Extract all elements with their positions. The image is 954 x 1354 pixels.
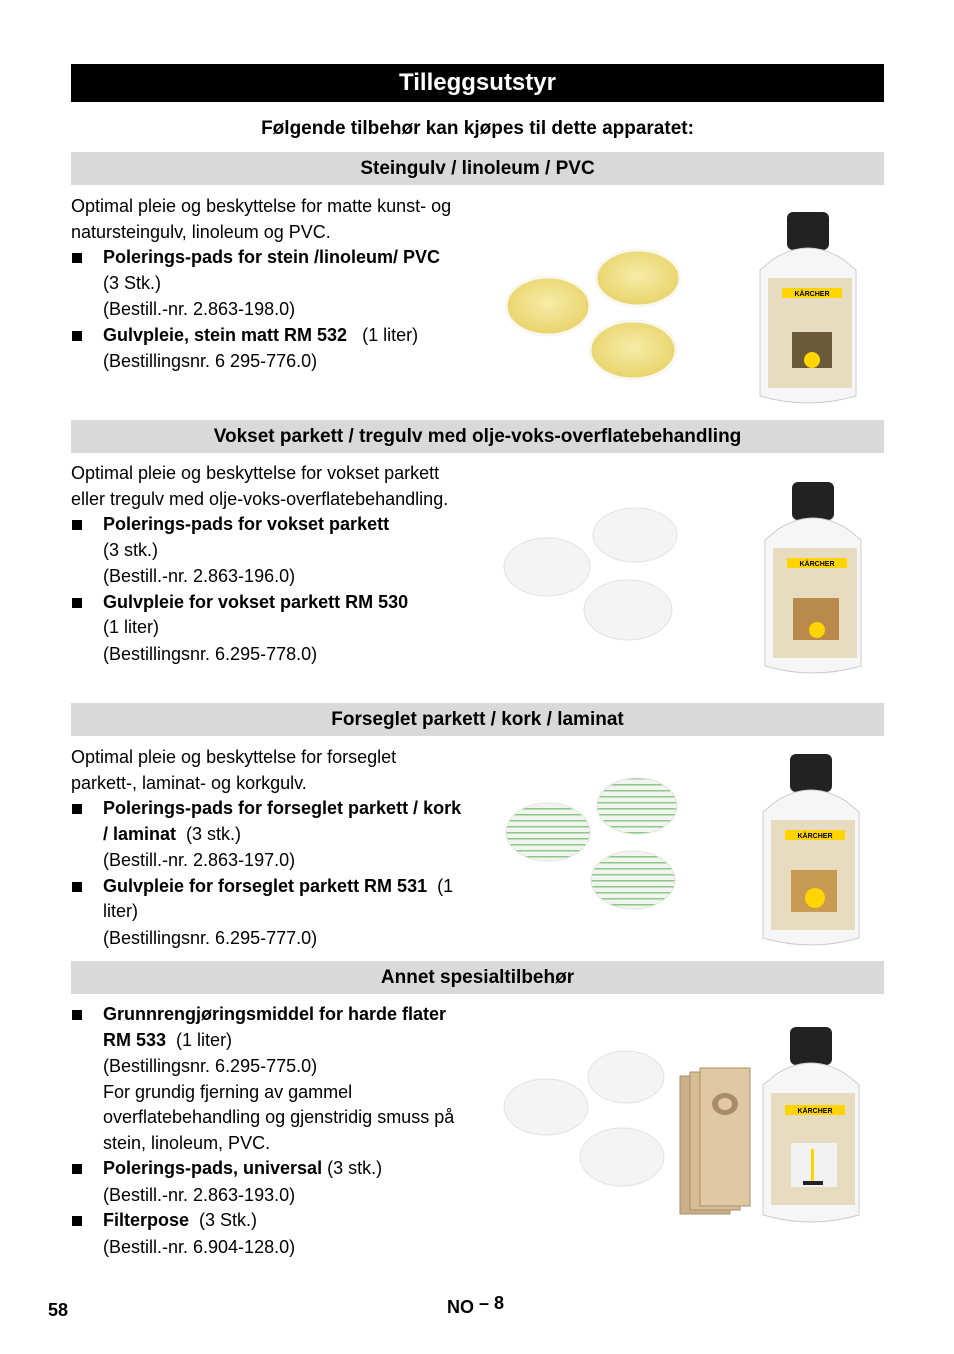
item-note: For grundig fjerning av gammel overflatebehandling og gjenstridig smuss på stein, linoleum, PVC. [103, 1081, 455, 1153]
item-name: Grunnrengjøringsmiddel for harde flater RM 533 [103, 1004, 447, 1050]
list-item [71, 245, 466, 323]
cleaner-bottle-rm533-image [755, 1025, 870, 1230]
item-name: Polerings-pads for stein /linoleum/ PVC [103, 247, 441, 267]
item-order-number: (Bestill.-nr. 6.904-128.0) [103, 1236, 296, 1257]
item-order-number: (Bestill.-nr. 2.863-197.0) [103, 850, 296, 870]
item-order-number: (Bestillingsnr. 6.295-775.0) [103, 1056, 318, 1076]
bottle-brand: KÄRCHER [799, 561, 835, 568]
filter-bags-image [676, 1066, 756, 1221]
bullet-square-icon [72, 1216, 82, 1226]
item-name: Gulvpleie, stein matt RM 532 [103, 324, 348, 345]
item-qty: (3 Stk.) [199, 1210, 258, 1230]
section-sealed-text [71, 745, 466, 951]
item-qty: (1 liter) [103, 617, 160, 637]
list-item [71, 796, 466, 874]
page-number: 58 [48, 1300, 69, 1320]
bottle-brand: KÄRCHER [797, 1108, 833, 1115]
bullet-square-icon [72, 882, 82, 892]
section-stone-text [71, 194, 466, 375]
section-heading-other-accessories: Annet spesialtilbehør [71, 961, 884, 994]
lang-page: – 8 [479, 1293, 505, 1313]
section-heading-sealed-parquet: Forseglet parkett / kork / laminat [71, 703, 884, 736]
list-item [71, 512, 466, 590]
section-description: Optimal pleie og beskyttelse for vokset parkett eller tregulv med olje-voks-overflatebehandling. [71, 463, 449, 509]
bullet-square-icon [72, 804, 82, 814]
item-name: Polerings-pads, universal [103, 1158, 323, 1178]
universal-polishing-pads-image [500, 1045, 680, 1195]
lang-code: NO [447, 1297, 474, 1317]
section-description: Optimal pleie og beskyttelse for matte kunst- og natursteingulv, linoleum og PVC. [71, 196, 452, 242]
list-item [71, 1002, 466, 1156]
item-order-number: (Bestill.-nr. 2.863-193.0) [103, 1184, 296, 1205]
bullet-square-icon [72, 598, 82, 608]
cleaner-bottle-rm532-image [752, 210, 867, 410]
item-name: Polerings-pads for forseglet parkett / kork / laminat [103, 798, 462, 844]
item-qty: (3 stk.) [186, 823, 242, 844]
cleaner-bottle-rm530-image [757, 480, 872, 680]
section-description: Optimal pleie og beskyttelse for forseglet parkett-, laminat- og korkgulv. [71, 747, 397, 793]
page-title: Tilleggsutstyr [71, 64, 884, 102]
item-qty: (1 liter) [103, 875, 454, 921]
list-item [71, 1156, 466, 1208]
item-qty: (3 Stk.) [103, 272, 162, 293]
item-order-number: (Bestill.-nr. 2.863-198.0) [103, 299, 296, 319]
section-heading-stone: Steingulv / linoleum / PVC [71, 152, 884, 185]
bullet-square-icon [72, 520, 82, 530]
list-item [71, 874, 466, 952]
item-order-number: (Bestillingsnr. 6.295-778.0) [103, 643, 318, 664]
list-item [71, 590, 466, 668]
cleaner-bottle-rm531-image [755, 752, 870, 952]
yellow-polishing-pads-image [500, 240, 720, 390]
bottle-brand: KÄRCHER [794, 291, 830, 298]
item-qty: (3 stk.) [327, 1158, 383, 1178]
intro-text: Følgende tilbehør kan kjøpes til dette apparatet: [261, 118, 694, 139]
section-waxed-text [71, 461, 466, 667]
item-name: Polerings-pads for vokset parkett [103, 514, 390, 534]
footer-language-code [447, 1293, 505, 1318]
section-other-text [71, 1002, 466, 1260]
item-order-number: (Bestillingsnr. 6.295-777.0) [103, 927, 318, 948]
item-name: Gulvpleie for forseglet parkett RM 531 [103, 875, 428, 896]
item-order-number: (Bestill.-nr. 2.863-196.0) [103, 566, 296, 586]
item-order-number: (Bestillingsnr. 6 295-776.0) [103, 351, 318, 371]
section-heading-waxed-parquet: Vokset parkett / tregulv med olje-voks-overflatebehandling [71, 420, 884, 453]
bullet-square-icon [72, 1164, 82, 1174]
green-striped-polishing-pads-image [500, 770, 690, 920]
item-qty: (1 liter) [362, 324, 419, 345]
bottle-brand: KÄRCHER [797, 833, 833, 840]
white-polishing-pads-image [500, 505, 690, 670]
bullet-square-icon [72, 331, 82, 341]
item-qty: (3 stk.) [103, 539, 159, 560]
item-name: Gulvpleie for vokset parkett RM 530 [103, 591, 409, 612]
bullet-square-icon [72, 1010, 82, 1020]
item-qty: (1 liter) [176, 1029, 233, 1050]
item-name: Filterpose [103, 1210, 190, 1230]
list-item [71, 1208, 466, 1260]
bullet-square-icon [72, 253, 82, 263]
list-item [71, 323, 466, 375]
